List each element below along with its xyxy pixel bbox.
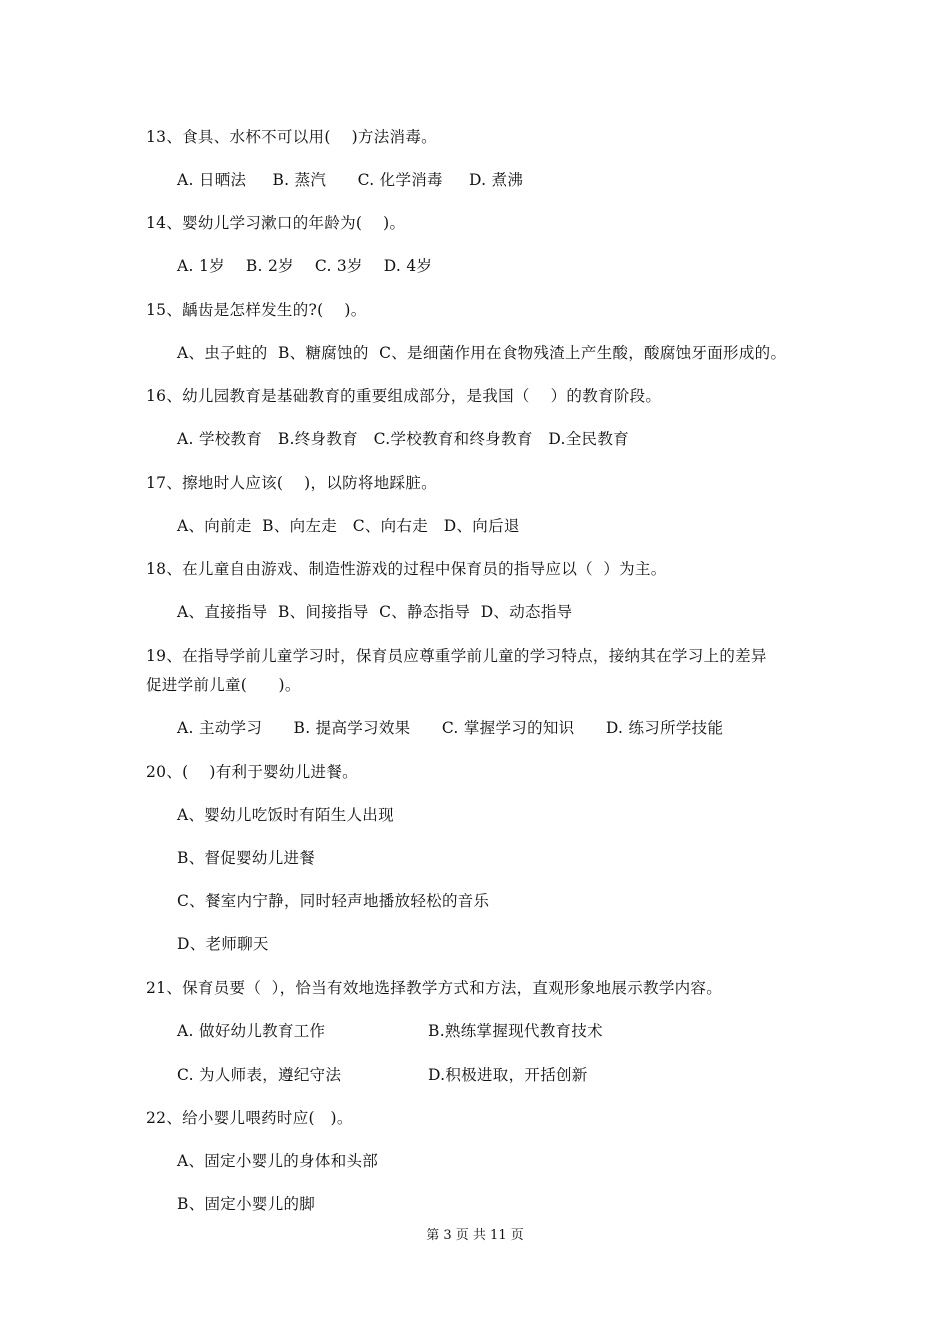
question-13-options: A. 日晒法 B. 蒸汽 C. 化学消毒 D. 煮沸 — [177, 171, 524, 189]
question-14-options: A. 1岁 B. 2岁 C. 3岁 D. 4岁 — [177, 257, 433, 275]
question-17-options: A、向前走 B、向左走 C、向右走 D、向后退 — [177, 517, 520, 535]
question-20-option-a: A、婴幼儿吃饭时有陌生人出现 — [177, 806, 394, 824]
question-13-stem: 13、食具、水杯不可以用( )方法消毒。 — [146, 128, 437, 146]
question-16-options: A. 学校教育 B.终身教育 C.学校教育和终身教育 D.全民教育 — [177, 430, 629, 448]
question-20-stem: 20、( )有利于婴幼儿进餐。 — [146, 763, 358, 781]
question-21-option-c: C. 为人师表，遵纪守法 — [177, 1066, 342, 1084]
question-18-stem: 18、在儿童自由游戏、制造性游戏的过程中保育员的指导应以（ ）为主。 — [146, 560, 667, 578]
question-15-stem: 15、龋齿是怎样发生的?( )。 — [146, 301, 367, 319]
page-number-footer: 第 3 页 共 11 页 — [426, 1228, 524, 1243]
question-21-stem: 21、保育员要（ ），恰当有效地选择教学方式和方法，直观形象地展示教学内容。 — [146, 979, 723, 997]
question-22-option-b: B、固定小婴儿的脚 — [177, 1195, 316, 1213]
question-16-stem: 16、幼儿园教育是基础教育的重要组成部分，是我国（ ）的教育阶段。 — [146, 387, 662, 405]
question-19-options: A. 主动学习 B. 提高学习效果 C. 掌握学习的知识 D. 练习所学技能 — [177, 719, 724, 737]
question-14-stem: 14、婴幼儿学习漱口的年龄为( )。 — [146, 214, 406, 232]
question-18-options: A、直接指导 B、间接指导 C、静态指导 D、动态指导 — [177, 603, 573, 621]
question-19-stem-line2: 促进学前儿童( )。 — [146, 676, 301, 694]
question-21-option-b: B.熟练掌握现代教育技术 — [428, 1022, 603, 1040]
question-22-option-a: A、固定小婴儿的身体和头部 — [177, 1152, 379, 1170]
question-22-stem: 22、给小婴儿喂药时应( )。 — [146, 1109, 353, 1127]
question-20-option-d: D、老师聊天 — [177, 935, 269, 953]
question-20-option-c: C、餐室内宁静，同时轻声地播放轻松的音乐 — [177, 892, 490, 910]
question-20-option-b: B、督促婴幼儿进餐 — [177, 849, 316, 867]
question-17-stem: 17、擦地时人应该( )，以防将地踩脏。 — [146, 474, 437, 492]
question-21-option-a: A. 做好幼儿教育工作 — [177, 1022, 326, 1040]
question-15-options: A、虫子蛀的 B、糖腐蚀的 C、是细菌作用在食物残渣上产生酸，酸腐蚀牙面形成的。 — [177, 344, 787, 362]
question-21-option-d: D.积极进取，开括创新 — [428, 1066, 588, 1084]
question-19-stem-line1: 19、在指导学前儿童学习时，保育员应尊重学前儿童的学习特点，接纳其在学习上的差异 — [146, 647, 767, 665]
